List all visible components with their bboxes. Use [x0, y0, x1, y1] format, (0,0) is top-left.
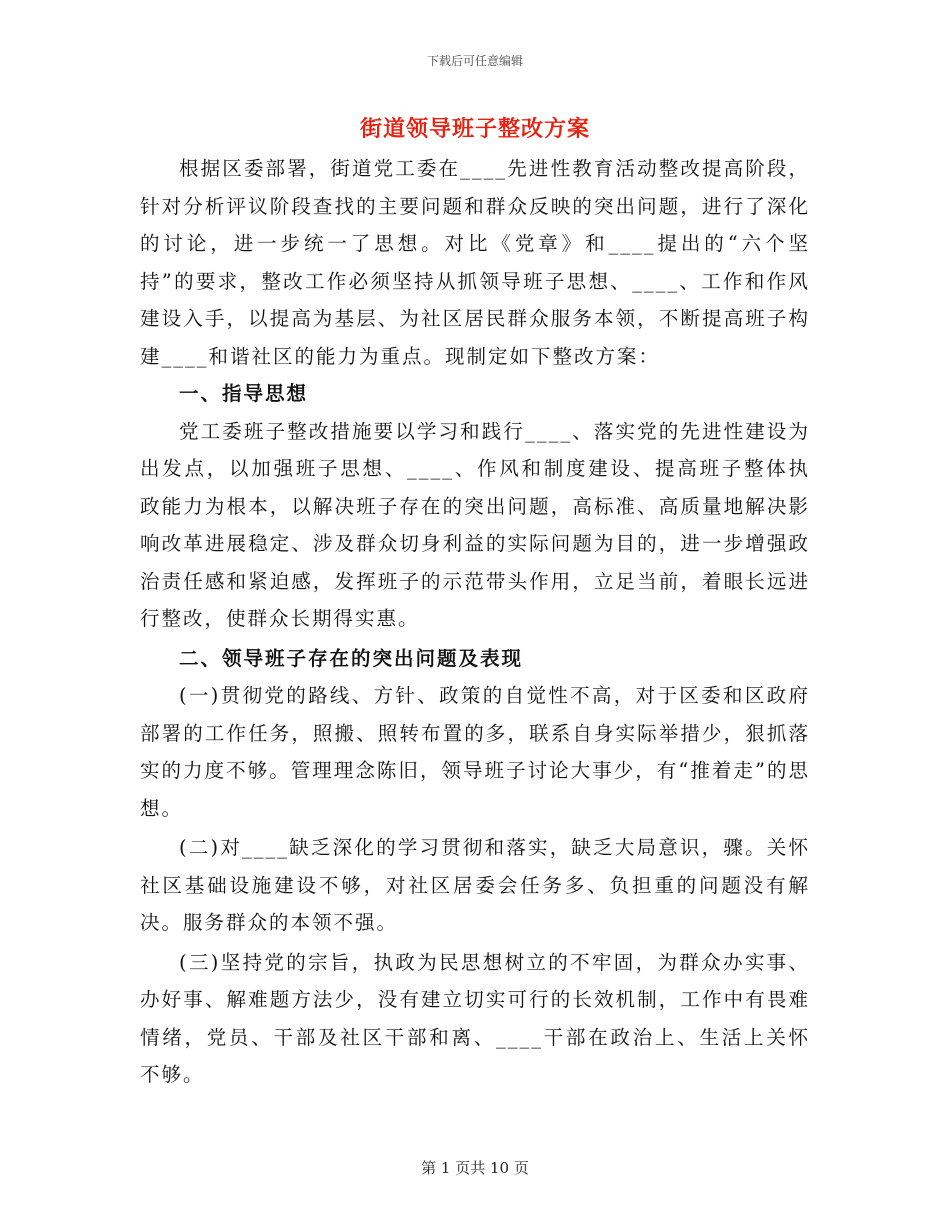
section-2-item-2: (二)对____缺乏深化的学习贯彻和落实，缺乏大局意识，骤。关怀社区基础设施建设不够，对社区居委会任务多、负担重的问题没有解决。服务群众的本领不强。 — [140, 836, 810, 934]
document-body — [140, 150, 810, 1094]
document-title: 街道领导班子整改方案 — [359, 116, 590, 142]
section-1-paragraph: 党工委班子整改措施要以学习和践行____、落实党的先进性建设为出发点，以加强班子思想、____、作风和制度建设、提高班子整体执政能力为根本，以解决班子存在的突出问题，高标准、高质量地解决影响改革进展稳定、涉及群众切身利益的实际问题为目的，进一步增强政治责任感和紧迫感，发挥班子的示范带头作用，立足当前，着眼长远进行整改，使群众长期得实惠。 — [140, 419, 810, 630]
section-2-item-3: (三)坚持党的宗旨，执政为民思想树立的不牢固，为群众办实事、办好事、解难题方法少，没有建立切实可行的长效机制，工作中有畏难情绪，党员、干部及社区干部和离、____干部在政治上、生活上关怀不够。 — [140, 950, 810, 1086]
intro-paragraph: 根据区委部署，街道党工委在____先进性教育活动整改提高阶段，针对分析评议阶段查找的主要问题和群众反映的突出问题，进行了深化的讨论，进一步统一了思想。对比《党章》和____提出的“六个坚持”的要求，整改工作必须坚持从抓领导班子思想、____、工作和作风建设入手，以提高为基层、为社区居民群众服务本领，不断提高班子构建____和谐社区的能力为重点。现制定如下整改方案： — [140, 157, 810, 368]
header-note: 下载后可任意编辑 — [426, 54, 523, 68]
section-2-item-1: (一)贯彻党的路线、方针、政策的自觉性不高，对于区委和区政府部署的工作任务，照搬、照转布置的多，联系自身实际举措少，狠抓落实的力度不够。管理理念陈旧，领导班子讨论大事少，有“推着走”的思想。 — [140, 684, 810, 820]
section-1-heading: 一、指导思想 — [179, 382, 309, 405]
section-2-heading: 二、领导班子存在的突出问题及表现 — [179, 646, 524, 670]
page-number: 第 1 页共 10 页 — [421, 1159, 529, 1177]
